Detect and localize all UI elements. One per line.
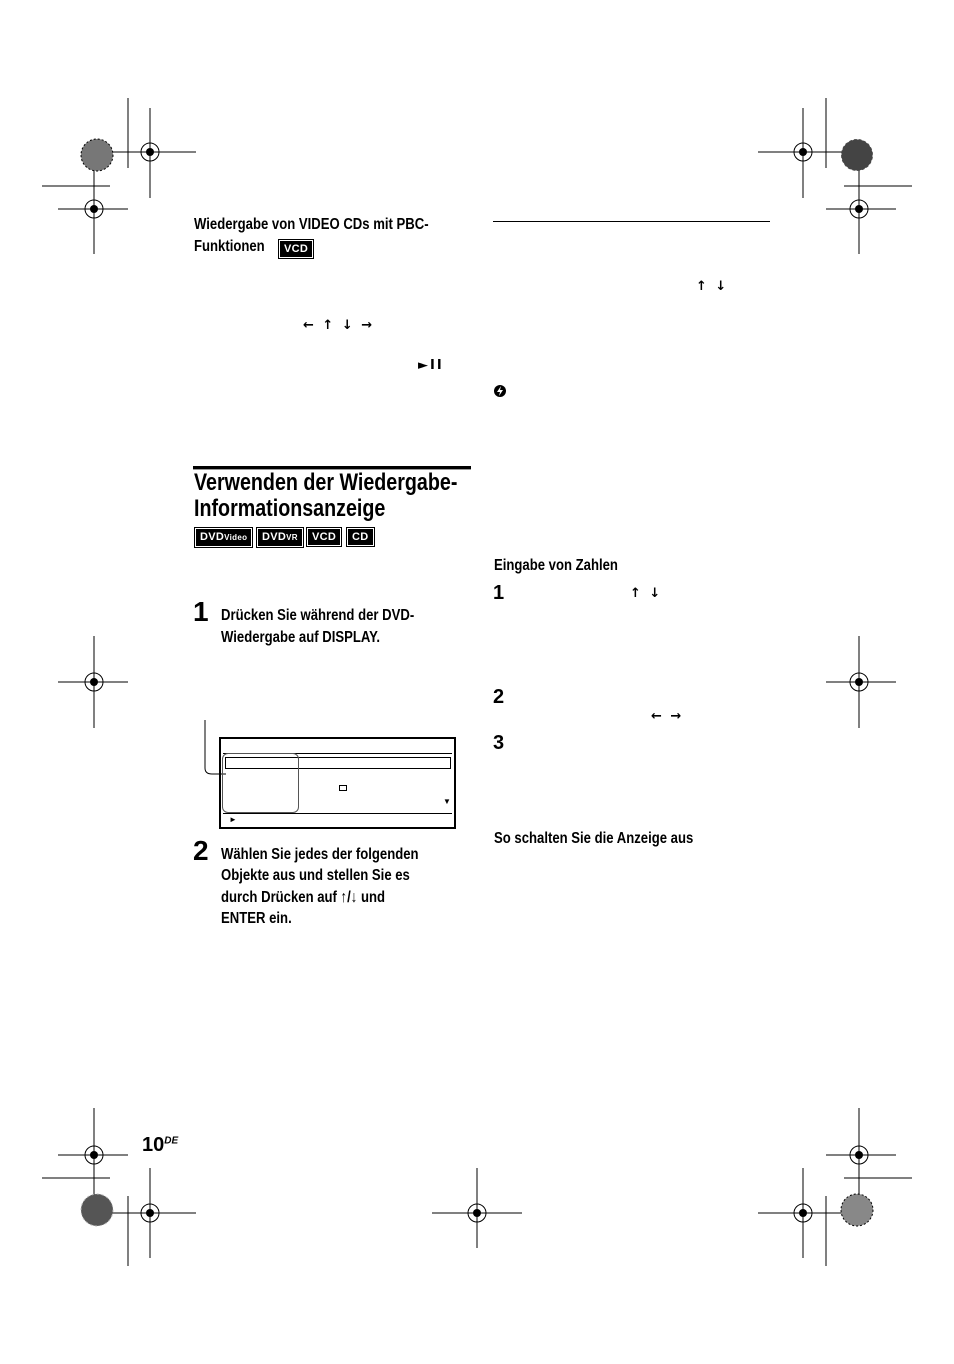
page-suffix: DE (164, 1135, 179, 1147)
page-number-value: 10 (142, 1134, 165, 1156)
section-heading-line1: Verwenden der Wiedergabe- (194, 469, 458, 496)
section-title-line2: Funktionen (194, 238, 265, 255)
vcd-badge-2: VCD (308, 529, 340, 545)
subheading-number-input: Eingabe von Zahlen (494, 557, 618, 574)
badge-subtext: VR (286, 533, 298, 542)
arrow-updown-icon: ↑ ↓ (696, 279, 729, 294)
play-icon: ► (229, 815, 237, 824)
step-1-number: 1 (193, 596, 209, 627)
section-title-line1: Wiedergabe von VIDEO CDs mit PBC- (194, 216, 429, 233)
step-2-line3: durch Drücken auf ↑/↓ und (221, 889, 386, 906)
arrow-updown-icon-2: ↑ ↓ (630, 586, 663, 601)
badge-text: DVD (200, 531, 225, 543)
screen-small-icon (339, 785, 347, 791)
step-2-line2: Objekte aus und stellen Sie es (221, 867, 410, 884)
section-heading-line2: Informationsanzeige (194, 495, 386, 522)
vcd-badge: VCD (280, 241, 312, 257)
badge-subtext: Video (224, 533, 248, 542)
cd-badge: CD (348, 529, 373, 545)
display-screen-illustration (219, 737, 456, 829)
subheading-display-off: So schalten Sie die Anzeige aus (494, 830, 694, 847)
column-rule (493, 221, 770, 222)
arrow-leftright-icon: ← → (651, 709, 684, 724)
step-2-line4: ENTER ein. (221, 910, 292, 927)
step-2-line1: Wählen Sie jedes der folgenden (221, 846, 419, 863)
screen-bottom-divider (223, 813, 452, 814)
scroll-down-icon: ▼ (443, 797, 451, 806)
page-number (142, 1134, 178, 1157)
badge-text: DVD (262, 531, 287, 543)
arrow-keys-icon: ← ↑ ↓ → (303, 318, 375, 333)
hint-icon (493, 384, 507, 398)
screen-icon-area (222, 753, 299, 813)
right-step-2-number: 2 (493, 686, 505, 708)
step-2-number: 2 (193, 835, 209, 866)
step-1-line1: Drücken Sie während der DVD- (221, 607, 415, 624)
dvd-vr-badge (258, 529, 302, 546)
step-1-line2: Wiedergabe auf DISPLAY. (221, 629, 381, 646)
play-pause-icon: ►II (418, 358, 444, 373)
right-step-3-number: 3 (493, 732, 505, 754)
right-step-1-number: 1 (493, 582, 505, 604)
dvd-video-badge (196, 529, 251, 546)
